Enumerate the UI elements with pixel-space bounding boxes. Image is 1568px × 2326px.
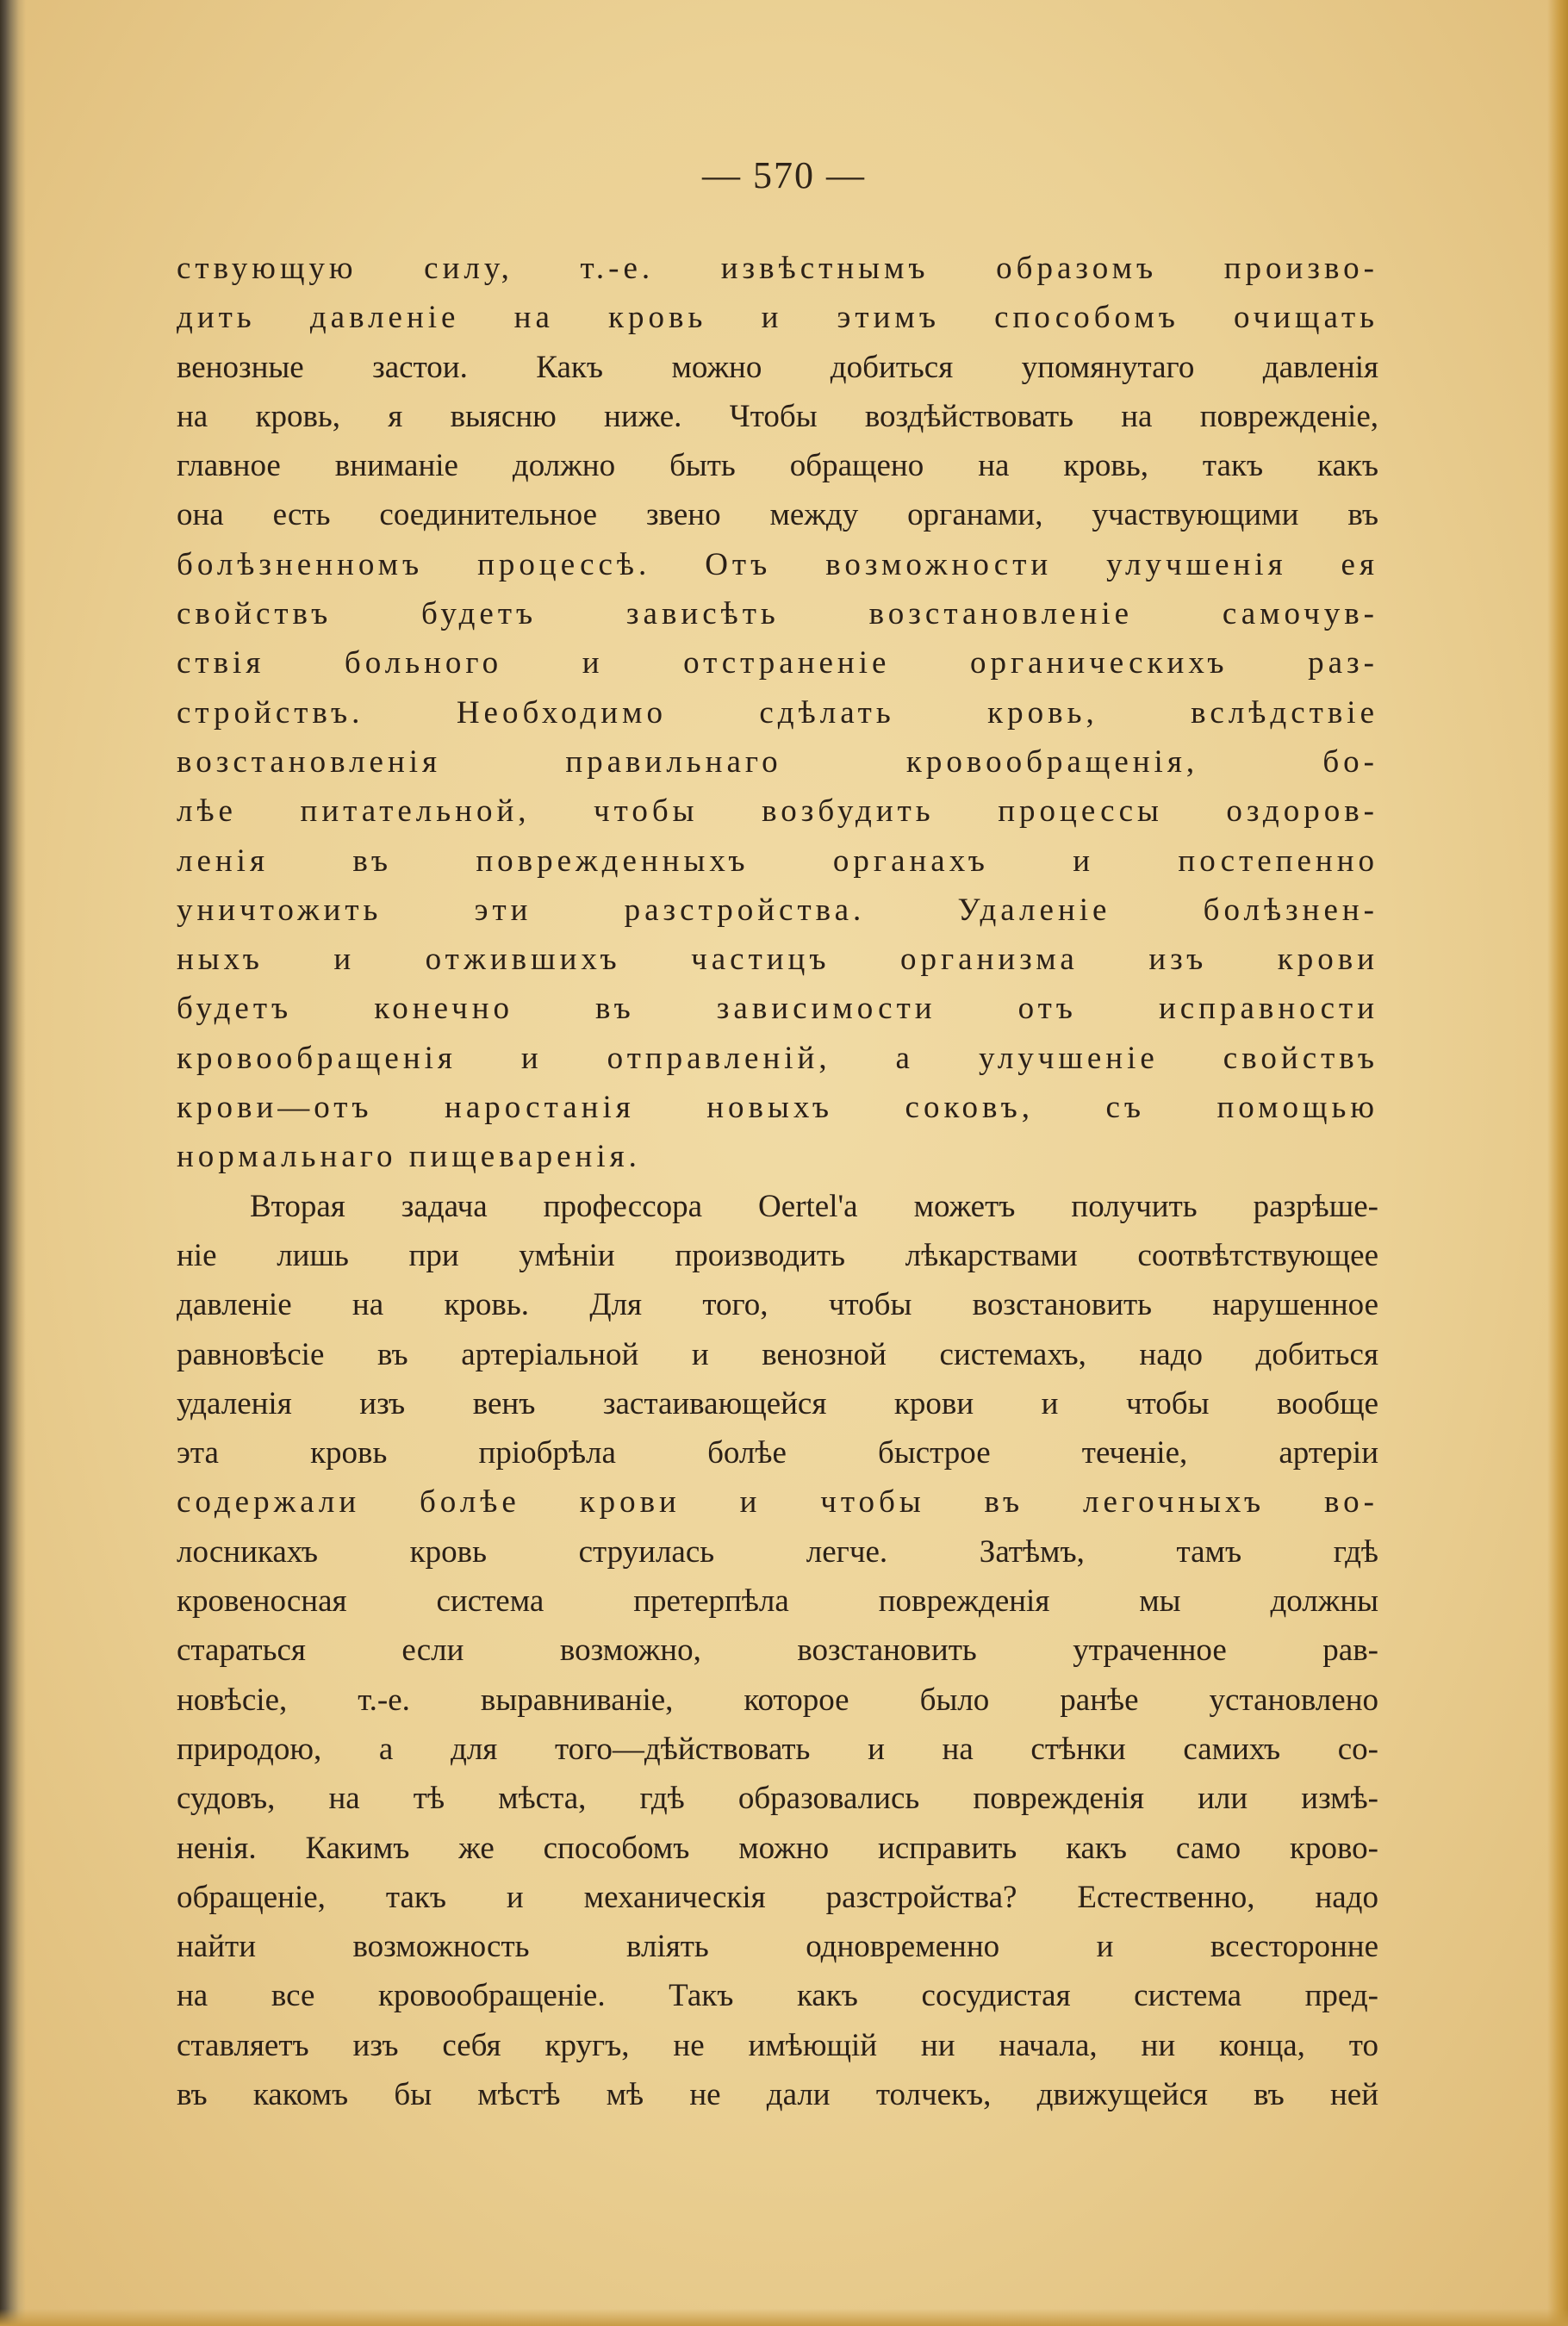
text-line: на кровь, я выясню ниже. Чтобы воздѣйствовать на поврежденіе, [177, 398, 1378, 434]
text-line: лѣе питательной, чтобы возбудить процессы оздоров- [177, 793, 1378, 830]
text-line: кровеносная система претерпѣла поврежденія мы должны [177, 1583, 1378, 1620]
text-line: ствія больного и отстраненіе органическихъ раз- [177, 645, 1378, 681]
text-line: ныхъ и отжившихъ частицъ организма изъ крови [177, 942, 1378, 978]
text-line: въ какомъ бы мѣстѣ мѣ не дали толчекъ, движущейся въ ней [177, 2076, 1378, 2112]
text-line: ствующую силу, т.-е. извѣстнымъ образомъ произво- [177, 251, 1378, 286]
text-line: на все кровообращеніе. Такъ какъ сосудистая система пред- [177, 1978, 1378, 2014]
page-binding-shadow [0, 0, 26, 2326]
text-line: стройствъ. Необходимо сдѣлать кровь, вслѣдствіе [177, 694, 1378, 731]
text-line: ленія въ поврежденныхъ органахъ и постепенно [177, 843, 1378, 879]
text-line: Вторая задача профессора Oertel'а можетъ получить разрѣше- [250, 1188, 1378, 1224]
page-bottom-edge [0, 2309, 1568, 2326]
text-line: ніе лишь при умѣніи производить лѣкарствами соотвѣтствующее [177, 1237, 1378, 1273]
text-line: обращеніе, такъ и механическія разстройства? Естественно, надо [177, 1879, 1378, 1915]
text-line: венозные застои. Какъ можно добиться упомянутаго давленія [177, 349, 1378, 385]
text-line: новѣсіе, т.-е. выравниваніе, которое было ранѣе установлено [177, 1682, 1378, 1718]
text-line: дить давленіе на кровь и этимъ способомъ очищать [177, 300, 1378, 336]
text-line: нормальнаго пищеваренія. [177, 1139, 641, 1175]
text-line: ненія. Какимъ же способомъ можно исправить какъ само крово- [177, 1830, 1378, 1866]
text-line: давленіе на кровь. Для того, чтобы возстановить нарушенное [177, 1287, 1378, 1323]
text-line: стараться если возможно, возстановить утраченное рав- [177, 1633, 1378, 1669]
text-line: лосникахъ кровь струилась легче. Затѣмъ, тамъ гдѣ [177, 1533, 1378, 1570]
text-line: судовъ, на тѣ мѣста, гдѣ образовались поврежденія или измѣ- [177, 1781, 1378, 1817]
text-line: уничтожить эти разстройства. Удаленіе болѣзнен- [177, 892, 1378, 928]
body-text [177, 244, 1378, 2119]
text-line: болѣзненномъ процессѣ. Отъ возможности улучшенія ея [177, 546, 1378, 582]
text-line: будетъ конечно въ зависимости отъ исправности [177, 991, 1378, 1027]
text-line: природою, а для того—дѣйствовать и на стѣнки самихъ со- [177, 1731, 1378, 1767]
page-right-edge [1547, 0, 1568, 2326]
text-line: крови—отъ наростанія новыхъ соковъ, съ помощью [177, 1090, 1378, 1126]
text-line: найти возможность вліять одновременно и всесторонне [177, 1929, 1378, 1965]
text-line: кровообращенія и отправленій, а улучшеніе свойствъ [177, 1040, 1378, 1076]
text-line: содержали болѣе крови и чтобы въ легочныхъ во- [177, 1484, 1378, 1521]
text-line: возстановленія правильнаго кровообращенія, бо- [177, 743, 1378, 780]
text-line: ставляетъ изъ себя кругъ, не имѣющій ни начала, ни конца, то [177, 2027, 1378, 2063]
text-line: эта кровь пріобрѣла болѣе быстрое теченіе, артеріи [177, 1435, 1378, 1471]
text-line: главное вниманіе должно быть обращено на кровь, такъ какъ [177, 448, 1378, 484]
text-line: равновѣсіе въ артеріальной и венозной системахъ, надо добиться [177, 1336, 1378, 1372]
text-line: свойствъ будетъ зависѣть возстановленіе самочув- [177, 596, 1378, 632]
text-line: она есть соединительное звено между органами, участвующими въ [177, 497, 1378, 533]
text-line: удаленія изъ венъ застаивающейся крови и чтобы вообще [177, 1385, 1378, 1421]
page-number: — 570 — [702, 154, 866, 196]
